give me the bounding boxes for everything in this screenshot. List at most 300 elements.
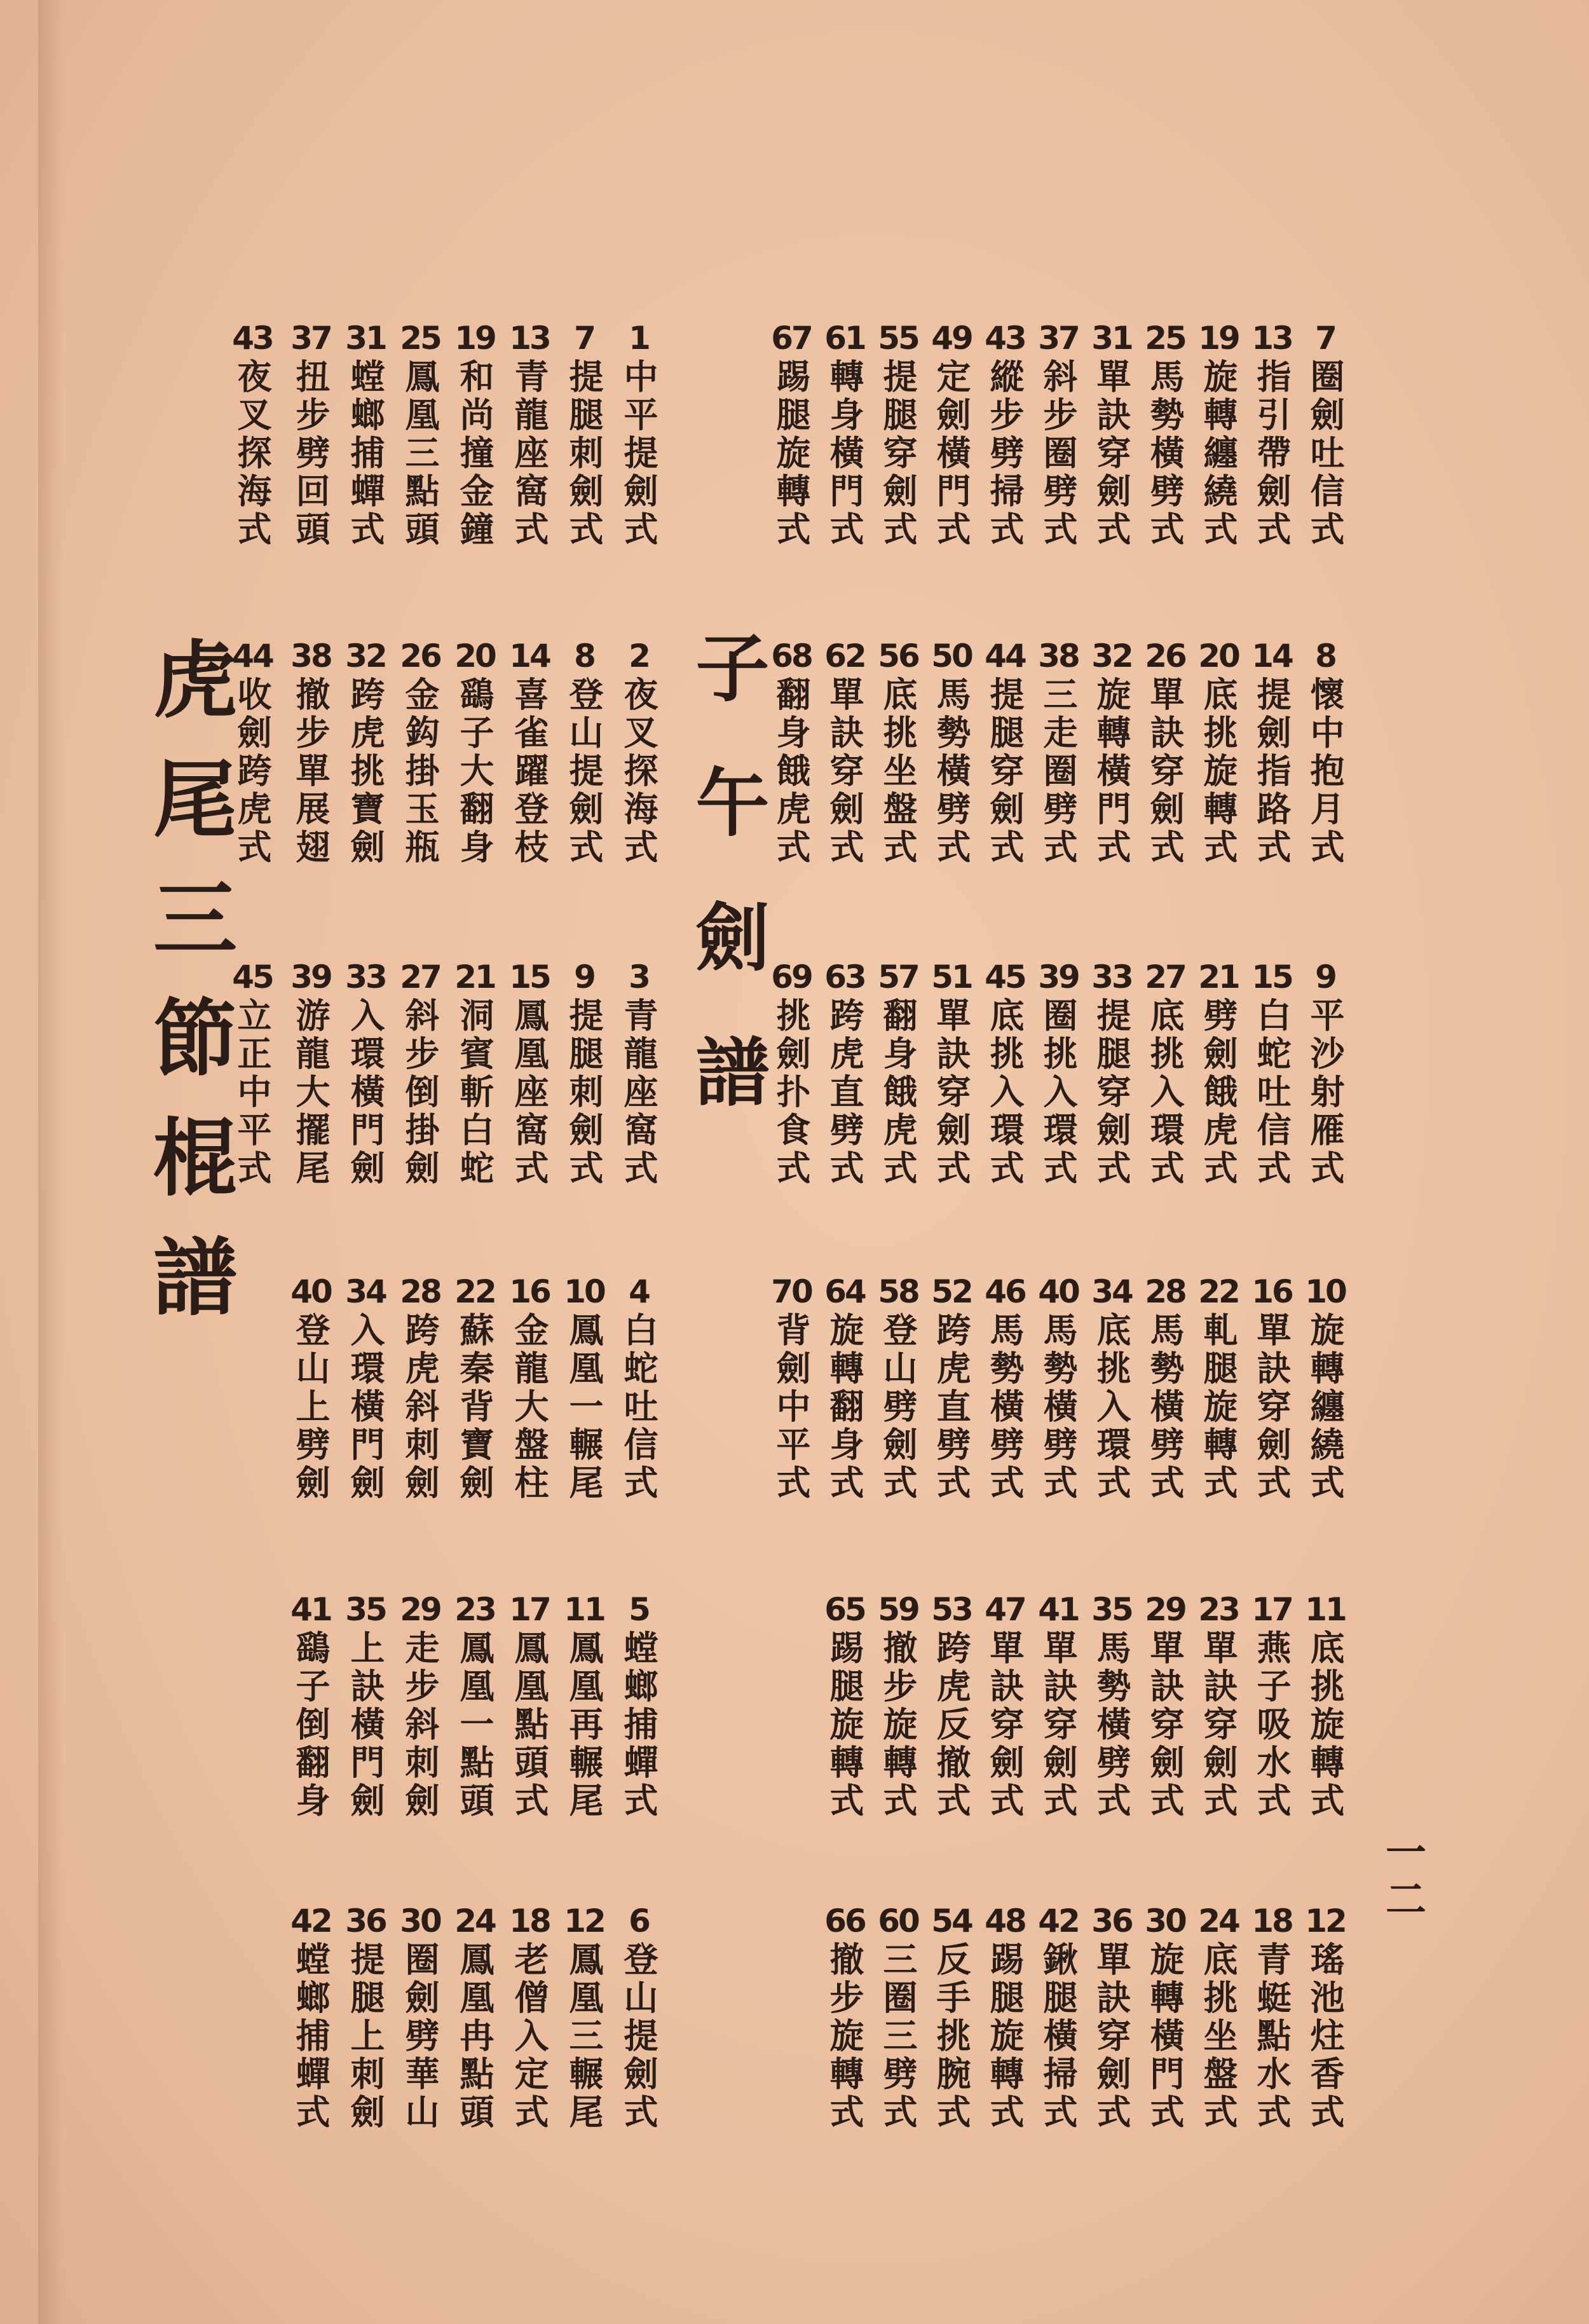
ziwu-form-name: 撤步旋轉式 — [878, 1630, 918, 1821]
huwei-form-entry — [394, 1271, 446, 1503]
ziwu-form-entry — [1139, 1901, 1191, 2132]
ziwu-form-name: 青蜓點水式 — [1251, 1941, 1292, 2132]
huwei-form-entry — [226, 957, 278, 1188]
ziwu-form-number: 61 — [824, 320, 865, 357]
huwei-form-name: 鳳凰一輾尾 — [564, 1312, 604, 1503]
ziwu-form-name: 底挑坐盤式 — [878, 676, 918, 867]
huwei-form-entry — [558, 318, 610, 549]
huwei-form-name: 喜雀躍登枝 — [509, 676, 550, 867]
ziwu-form-number: 62 — [824, 638, 865, 674]
ziwu-form-entry — [765, 636, 817, 867]
ziwu-form-number: 31 — [1091, 320, 1132, 357]
ziwu-form-number: 51 — [931, 959, 972, 995]
huwei-form-entry — [503, 1901, 556, 2132]
huwei-form-entry — [449, 636, 501, 867]
huwei-form-name: 老僧入定式 — [509, 1941, 550, 2132]
ziwu-form-entry — [1299, 318, 1351, 549]
huwei-form-number: 6 — [629, 1903, 649, 1939]
huwei-form-name: 蘇秦背寶劍 — [454, 1312, 495, 1503]
ziwu-form-name: 軋腿旋轉式 — [1198, 1312, 1239, 1503]
page-title-huwei-sanjie-gun-pu: 虎尾三節棍譜 — [139, 636, 237, 1353]
huwei-form-entry — [339, 318, 392, 549]
ziwu-form-entry — [1032, 318, 1084, 549]
huwei-form-name: 螳螂捕蟬式 — [345, 359, 386, 549]
huwei-form-number: 4 — [629, 1273, 649, 1310]
ziwu-form-name: 馬勢橫劈式 — [1091, 1630, 1132, 1821]
ziwu-form-entry — [1192, 636, 1245, 867]
ziwu-form-name: 提腿穿劍式 — [1091, 997, 1132, 1188]
ziwu-form-number: 56 — [878, 638, 918, 674]
ziwu-form-entry — [872, 318, 924, 549]
ziwu-form-number: 63 — [824, 959, 865, 995]
ziwu-form-entry — [872, 957, 924, 1188]
huwei-form-entry — [285, 636, 337, 867]
ziwu-form-name: 底挑旋轉式 — [1198, 676, 1239, 867]
ziwu-form-number: 30 — [1145, 1903, 1185, 1939]
huwei-form-number: 29 — [400, 1591, 440, 1628]
ziwu-form-number: 38 — [1038, 638, 1079, 674]
ziwu-form-entry — [1299, 1901, 1351, 2132]
ziwu-form-entry — [925, 318, 978, 549]
huwei-form-entry — [339, 957, 392, 1188]
ziwu-form-name: 馬勢橫劈式 — [1038, 1312, 1079, 1503]
ziwu-form-number: 69 — [771, 959, 812, 995]
huwei-form-number: 23 — [454, 1591, 495, 1628]
huwei-form-number: 20 — [454, 638, 495, 674]
ziwu-form-name: 提劍指路式 — [1251, 676, 1292, 867]
huwei-form-entry — [558, 1271, 610, 1503]
huwei-form-entry — [613, 318, 665, 549]
huwei-form-entry — [503, 1271, 556, 1503]
ziwu-form-number: 19 — [1198, 320, 1239, 357]
ziwu-form-name: 鍬腿橫掃式 — [1038, 1941, 1079, 2132]
ziwu-form-number: 8 — [1315, 638, 1335, 674]
ziwu-form-entry — [872, 1271, 924, 1503]
huwei-form-number: 16 — [509, 1273, 550, 1310]
ziwu-form-name: 底挑入環式 — [1145, 997, 1185, 1188]
ziwu-form-entry — [1246, 1901, 1298, 2132]
ziwu-form-name: 三走圈劈式 — [1038, 676, 1079, 867]
ziwu-form-name: 單訣穿劍式 — [824, 676, 865, 867]
huwei-form-entry — [503, 1589, 556, 1821]
ziwu-form-number: 50 — [931, 638, 972, 674]
ziwu-form-name: 撤步旋轉式 — [824, 1941, 865, 2132]
ziwu-form-name: 挑劍扑食式 — [771, 997, 812, 1188]
huwei-form-name: 提腿刺劍式 — [564, 997, 604, 1188]
huwei-form-number: 43 — [232, 320, 273, 357]
huwei-form-number: 39 — [290, 959, 331, 995]
huwei-form-entry — [613, 1589, 665, 1821]
ziwu-form-name: 旋轉纏繞式 — [1198, 359, 1239, 549]
huwei-form-entry — [613, 957, 665, 1188]
ziwu-form-entry — [1086, 1901, 1138, 2132]
page-title-ziwu-jian-pu: 子午劍譜 — [683, 629, 770, 1168]
huwei-form-number: 9 — [574, 959, 594, 995]
huwei-form-name: 白蛇吐信式 — [618, 1312, 659, 1503]
huwei-form-number: 8 — [574, 638, 594, 674]
ziwu-form-entry — [819, 636, 871, 867]
ziwu-form-number: 28 — [1145, 1273, 1185, 1310]
huwei-form-number: 40 — [290, 1273, 331, 1310]
ziwu-form-name: 馬勢橫劈式 — [931, 676, 972, 867]
ziwu-form-entry — [872, 636, 924, 867]
ziwu-form-number: 59 — [878, 1591, 918, 1628]
ziwu-form-name: 燕子吸水式 — [1251, 1630, 1292, 1821]
ziwu-form-number: 40 — [1038, 1273, 1079, 1310]
ziwu-form-entry — [1086, 1589, 1138, 1821]
ziwu-form-number: 54 — [931, 1903, 972, 1939]
huwei-form-number: 30 — [400, 1903, 440, 1939]
ziwu-form-entry — [872, 1901, 924, 2132]
ziwu-form-number: 65 — [824, 1591, 865, 1628]
ziwu-form-number: 66 — [824, 1903, 865, 1939]
ziwu-form-name: 旋轉橫門式 — [1145, 1941, 1185, 2132]
huwei-form-number: 38 — [290, 638, 331, 674]
ziwu-form-entry — [979, 957, 1031, 1188]
ziwu-form-number: 52 — [931, 1273, 972, 1310]
ziwu-form-number: 42 — [1038, 1903, 1079, 1939]
huwei-form-entry — [394, 318, 446, 549]
huwei-form-number: 2 — [629, 638, 649, 674]
huwei-form-name: 鳳凰三輾尾 — [564, 1941, 604, 2132]
huwei-form-name: 夜叉探海式 — [232, 359, 273, 549]
ziwu-form-name: 單訣穿劍式 — [931, 997, 972, 1188]
ziwu-form-name: 提腿穿劍式 — [878, 359, 918, 549]
ziwu-form-name: 單訣穿劍式 — [1038, 1630, 1079, 1821]
ziwu-form-name: 跨虎反撤式 — [931, 1630, 972, 1821]
ziwu-form-entry — [1139, 1271, 1191, 1503]
ziwu-form-entry — [765, 318, 817, 549]
ziwu-form-number: 20 — [1198, 638, 1239, 674]
huwei-form-name: 鳳凰冉點頭 — [454, 1941, 495, 2132]
ziwu-form-entry — [979, 318, 1031, 549]
huwei-form-number: 18 — [509, 1903, 550, 1939]
ziwu-form-name: 單訣穿劍式 — [1145, 1630, 1185, 1821]
ziwu-form-name: 底挑旋轉式 — [1305, 1630, 1346, 1821]
ziwu-form-entry — [1086, 1271, 1138, 1503]
huwei-form-entry — [613, 1271, 665, 1503]
ziwu-form-name: 圈挑入環式 — [1038, 997, 1079, 1188]
ziwu-form-name: 三圈三劈式 — [878, 1941, 918, 2132]
huwei-form-name: 扭步劈回頭 — [290, 359, 331, 549]
huwei-form-number: 11 — [564, 1591, 604, 1628]
ziwu-form-entry — [979, 1901, 1031, 2132]
huwei-form-name: 上訣橫門劍 — [345, 1630, 386, 1821]
ziwu-form-entry — [819, 1271, 871, 1503]
ziwu-form-number: 24 — [1198, 1903, 1239, 1939]
ziwu-form-entry — [819, 1901, 871, 2132]
ziwu-form-number: 44 — [985, 638, 1025, 674]
ziwu-form-number: 70 — [771, 1273, 812, 1310]
huwei-form-number: 34 — [345, 1273, 386, 1310]
ziwu-form-name: 懷中抱月式 — [1305, 676, 1346, 867]
ziwu-form-number: 13 — [1251, 320, 1292, 357]
ziwu-form-number: 34 — [1091, 1273, 1132, 1310]
huwei-form-name: 青龍座窩式 — [618, 997, 659, 1188]
huwei-form-name: 跨虎斜刺劍 — [400, 1312, 440, 1503]
huwei-form-name: 鳳凰座窩式 — [509, 997, 550, 1188]
huwei-form-number: 12 — [564, 1903, 604, 1939]
huwei-form-entry — [449, 318, 501, 549]
huwei-form-name: 登山上劈劍 — [290, 1312, 331, 1503]
ziwu-form-number: 64 — [824, 1273, 865, 1310]
huwei-form-entry — [394, 1589, 446, 1821]
ziwu-form-entry — [1139, 1589, 1191, 1821]
huwei-form-name: 鳳凰點頭式 — [509, 1630, 550, 1821]
huwei-form-entry — [394, 636, 446, 867]
huwei-form-number: 33 — [345, 959, 386, 995]
ziwu-form-entry — [1086, 636, 1138, 867]
ziwu-form-entry — [1032, 1271, 1084, 1503]
ziwu-form-number: 57 — [878, 959, 918, 995]
huwei-form-number: 5 — [629, 1591, 649, 1628]
ziwu-form-number: 37 — [1038, 320, 1079, 357]
ziwu-form-entry — [1032, 957, 1084, 1188]
huwei-form-number: 37 — [290, 320, 331, 357]
ziwu-form-entry — [1139, 957, 1191, 1188]
ziwu-form-number: 48 — [985, 1903, 1025, 1939]
page-fold-shadow — [38, 0, 64, 2324]
huwei-form-number: 28 — [400, 1273, 440, 1310]
ziwu-form-entry — [1032, 1901, 1084, 2132]
ziwu-form-name: 旋轉纏繞式 — [1305, 1312, 1346, 1503]
ziwu-form-name: 踢腿旋轉式 — [985, 1941, 1025, 2132]
ziwu-form-name: 跨虎直劈式 — [824, 997, 865, 1188]
huwei-form-number: 41 — [290, 1591, 331, 1628]
huwei-form-name: 游龍大擺尾 — [290, 997, 331, 1188]
huwei-form-number: 15 — [509, 959, 550, 995]
ziwu-form-name: 單訣穿劍式 — [1145, 676, 1185, 867]
huwei-form-number: 26 — [400, 638, 440, 674]
ziwu-form-name: 單訣穿劍式 — [1198, 1630, 1239, 1821]
ziwu-form-entry — [1192, 957, 1245, 1188]
ziwu-form-entry — [1086, 957, 1138, 1188]
ziwu-form-name: 旋轉橫門式 — [1091, 676, 1132, 867]
huwei-form-entry — [285, 1901, 337, 2132]
ziwu-form-number: 32 — [1091, 638, 1132, 674]
ziwu-form-number: 68 — [771, 638, 812, 674]
ziwu-form-entry — [925, 1901, 978, 2132]
ziwu-form-name: 單訣穿劍式 — [1251, 1312, 1292, 1503]
ziwu-form-entry — [1139, 318, 1191, 549]
ziwu-form-number: 7 — [1315, 320, 1335, 357]
huwei-form-name: 青龍座窩式 — [509, 359, 550, 549]
ziwu-form-entry — [1299, 1271, 1351, 1503]
ziwu-form-number: 35 — [1091, 1591, 1132, 1628]
ziwu-form-name: 斜步圈劈式 — [1038, 359, 1079, 549]
ziwu-form-name: 劈劍餓虎式 — [1198, 997, 1239, 1188]
huwei-form-number: 44 — [232, 638, 273, 674]
huwei-form-entry — [449, 1589, 501, 1821]
huwei-form-name: 提腿刺劍式 — [564, 359, 604, 549]
ziwu-form-number: 10 — [1305, 1273, 1346, 1310]
huwei-form-entry — [285, 1271, 337, 1503]
huwei-form-entry — [449, 1901, 501, 2132]
ziwu-form-name: 單訣穿劍式 — [985, 1630, 1025, 1821]
huwei-form-name: 斜步倒掛劍 — [400, 997, 440, 1188]
ziwu-form-number: 26 — [1145, 638, 1185, 674]
ziwu-form-number: 41 — [1038, 1591, 1079, 1628]
ziwu-form-number: 9 — [1315, 959, 1335, 995]
ziwu-form-name: 縱步劈掃式 — [985, 359, 1025, 549]
ziwu-form-number: 33 — [1091, 959, 1132, 995]
ziwu-form-number: 36 — [1091, 1903, 1132, 1939]
ziwu-form-name: 旋轉翻身式 — [824, 1312, 865, 1503]
ziwu-form-entry — [1246, 957, 1298, 1188]
ziwu-form-name: 馬勢橫劈式 — [1145, 359, 1185, 549]
huwei-form-number: 22 — [454, 1273, 495, 1310]
huwei-form-number: 35 — [345, 1591, 386, 1628]
ziwu-form-entry — [979, 636, 1031, 867]
ziwu-form-entry — [1032, 636, 1084, 867]
ziwu-form-number: 15 — [1251, 959, 1292, 995]
ziwu-form-name: 瑤池炷香式 — [1305, 1941, 1346, 2132]
huwei-form-entry — [394, 1901, 446, 2132]
huwei-form-entry — [558, 636, 610, 867]
ziwu-form-entry — [925, 1589, 978, 1821]
huwei-form-name: 金龍大盤柱 — [509, 1312, 550, 1503]
ziwu-form-number: 29 — [1145, 1591, 1185, 1628]
ziwu-form-number: 17 — [1251, 1591, 1292, 1628]
ziwu-form-entry — [1299, 636, 1351, 867]
ziwu-form-entry — [979, 1271, 1031, 1503]
ziwu-form-entry — [1246, 1589, 1298, 1821]
huwei-form-name: 走步斜刺劍 — [400, 1630, 440, 1821]
huwei-form-name: 螳螂捕蟬式 — [618, 1630, 659, 1821]
huwei-form-entry — [558, 1589, 610, 1821]
huwei-form-number: 3 — [629, 959, 649, 995]
huwei-form-number: 21 — [454, 959, 495, 995]
ziwu-form-entry — [1139, 636, 1191, 867]
huwei-form-entry — [558, 957, 610, 1188]
huwei-form-name: 鳳凰三點頭 — [400, 359, 440, 549]
huwei-form-name: 登山提劍式 — [564, 676, 604, 867]
ziwu-form-entry — [872, 1589, 924, 1821]
ziwu-form-number: 43 — [985, 320, 1025, 357]
huwei-form-entry — [339, 1271, 392, 1503]
ziwu-form-name: 底挑入環式 — [1091, 1312, 1132, 1503]
huwei-form-name: 登山提劍式 — [618, 1941, 659, 2132]
ziwu-form-name: 平沙射雁式 — [1305, 997, 1346, 1188]
page-number: 一二 — [1379, 1831, 1426, 1925]
huwei-form-number: 1 — [629, 320, 649, 357]
ziwu-form-name: 定劍橫門式 — [931, 359, 972, 549]
huwei-form-number: 14 — [509, 638, 550, 674]
huwei-form-number: 32 — [345, 638, 386, 674]
ziwu-form-entry — [1086, 318, 1138, 549]
huwei-form-number: 42 — [290, 1903, 331, 1939]
ziwu-form-name: 反手挑腕式 — [931, 1941, 972, 2132]
huwei-form-name: 鳳凰再輾尾 — [564, 1630, 604, 1821]
huwei-form-number: 45 — [232, 959, 273, 995]
ziwu-form-entry — [925, 957, 978, 1188]
ziwu-form-number: 25 — [1145, 320, 1185, 357]
huwei-form-number: 36 — [345, 1903, 386, 1939]
ziwu-form-number: 16 — [1251, 1273, 1292, 1310]
huwei-form-name: 入環橫門劍 — [345, 997, 386, 1188]
ziwu-form-number: 53 — [931, 1591, 972, 1628]
huwei-form-entry — [339, 636, 392, 867]
huwei-form-entry — [613, 636, 665, 867]
ziwu-form-entry — [979, 1589, 1031, 1821]
ziwu-form-number: 47 — [985, 1591, 1025, 1628]
ziwu-form-name: 單訣穿劍式 — [1091, 1941, 1132, 2132]
ziwu-form-name: 底挑坐盤式 — [1198, 1941, 1239, 2132]
huwei-form-entry — [449, 957, 501, 1188]
huwei-form-name: 跨虎挑寶劍 — [345, 676, 386, 867]
ziwu-form-number: 11 — [1305, 1591, 1346, 1628]
ziwu-form-entry — [819, 318, 871, 549]
ziwu-form-name: 馬勢橫劈式 — [985, 1312, 1025, 1503]
ziwu-form-entry — [1032, 1589, 1084, 1821]
ziwu-form-name: 底挑入環式 — [985, 997, 1025, 1188]
huwei-form-name: 鳳凰一點頭 — [454, 1630, 495, 1821]
ziwu-form-name: 指引帶劍式 — [1251, 359, 1292, 549]
ziwu-form-entry — [925, 636, 978, 867]
huwei-form-number: 31 — [345, 320, 386, 357]
ziwu-form-number: 12 — [1305, 1903, 1346, 1939]
ziwu-form-name: 翻身餓虎式 — [771, 676, 812, 867]
ziwu-form-name: 踢腿旋轉式 — [771, 359, 812, 549]
huwei-form-number: 19 — [454, 320, 495, 357]
huwei-form-entry — [285, 1589, 337, 1821]
huwei-form-entry — [226, 636, 278, 867]
ziwu-form-number: 49 — [931, 320, 972, 357]
ziwu-form-number: 39 — [1038, 959, 1079, 995]
ziwu-form-entry — [1299, 957, 1351, 1188]
ziwu-form-number: 23 — [1198, 1591, 1239, 1628]
ziwu-form-number: 58 — [878, 1273, 918, 1310]
ziwu-form-number: 27 — [1145, 959, 1185, 995]
huwei-form-name: 中平提劍式 — [618, 359, 659, 549]
huwei-form-name: 螳螂捕蟬式 — [290, 1941, 331, 2132]
ziwu-form-number: 67 — [771, 320, 812, 357]
huwei-form-number: 24 — [454, 1903, 495, 1939]
ziwu-form-number: 21 — [1198, 959, 1239, 995]
ziwu-form-name: 白蛇吐信式 — [1251, 997, 1292, 1188]
huwei-form-name: 金鈎掛玉瓶 — [400, 676, 440, 867]
huwei-form-entry — [558, 1901, 610, 2132]
huwei-form-entry — [285, 957, 337, 1188]
huwei-form-name: 和尚撞金鐘 — [454, 359, 495, 549]
ziwu-form-name: 提腿穿劍式 — [985, 676, 1025, 867]
ziwu-form-entry — [1246, 1271, 1298, 1503]
ziwu-form-entry — [1192, 318, 1245, 549]
ziwu-form-name: 背劍中平式 — [771, 1312, 812, 1503]
huwei-form-name: 撤步單展翅 — [290, 676, 331, 867]
huwei-form-name: 洞賓斬白蛇 — [454, 997, 495, 1188]
huwei-form-name: 收劍跨虎式 — [232, 676, 273, 867]
huwei-form-number: 7 — [574, 320, 594, 357]
ziwu-form-entry — [1246, 318, 1298, 549]
ziwu-form-number: 14 — [1251, 638, 1292, 674]
ziwu-form-entry — [765, 957, 817, 1188]
ziwu-form-number: 60 — [878, 1903, 918, 1939]
ziwu-form-name: 單訣穿劍式 — [1091, 359, 1132, 549]
ziwu-form-number: 45 — [985, 959, 1025, 995]
huwei-form-name: 入環橫門劍 — [345, 1312, 386, 1503]
ziwu-form-entry — [925, 1271, 978, 1503]
huwei-form-entry — [503, 636, 556, 867]
huwei-form-number: 27 — [400, 959, 440, 995]
ziwu-form-number: 18 — [1251, 1903, 1292, 1939]
ziwu-form-name: 登山劈劍式 — [878, 1312, 918, 1503]
ziwu-form-entry — [819, 1589, 871, 1821]
ziwu-form-entry — [1192, 1589, 1245, 1821]
huwei-form-entry — [339, 1589, 392, 1821]
ziwu-form-name: 跨虎直劈式 — [931, 1312, 972, 1503]
huwei-form-entry — [449, 1271, 501, 1503]
